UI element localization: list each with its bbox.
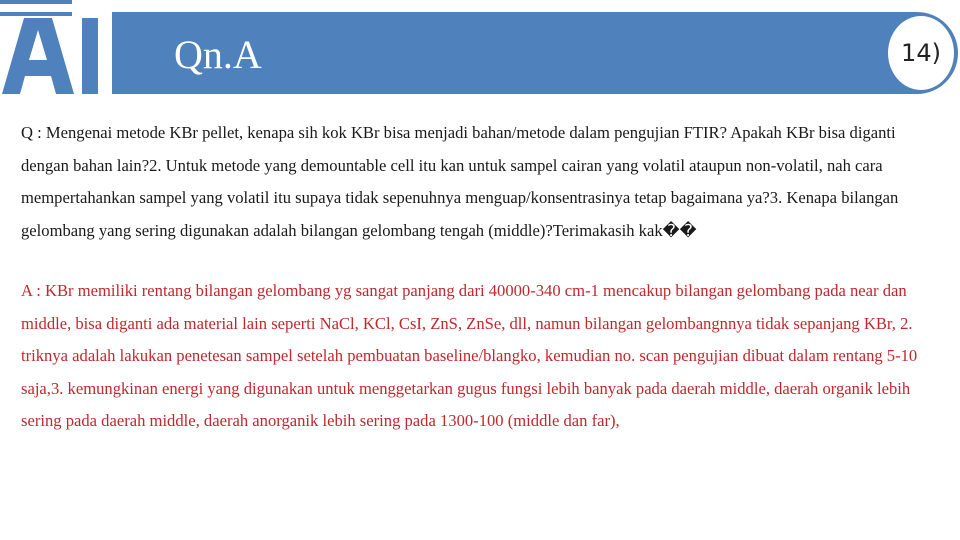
slide-header	[112, 12, 958, 94]
answer-text: A : KBr memiliki rentang bilangan gelombang yg sangat panjang dari 40000-340 cm-1 mencakup bilangan gelombang pada near dan middle, bisa diganti ada material lain seperti NaCl, KCl, CsI, ZnS, ZnSe, dll, namun bilangan gelombangnnya tidak sepanjang KBr, 2. triknya adalah lakukan penetesan sampel setelah pembuatan baseline/blangko, kemudian no. scan pengujian dibuat dalam rentang 5-10 saja,3. kemungkinan energi yang digunakan untuk menggetarkan gugus fungsi lebih banyak pada daerah middle, daerah organik lebih sering pada daerah middle, daerah anorganik lebih sering pada 1300-100 (middle dan far),	[21, 281, 918, 430]
question-text: Q : Mengenai metode KBr pellet, kenapa sih kok KBr bisa menjadi bahan/metode dalam pengujian FTIR? Apakah KBr bisa diganti dengan bahan lain?2. Untuk metode yang demountable cell itu kan untuk sampel cairan yang volatil ataupun non-volatil, nah cara mempertahankan sampel yang volatil itu supaya tidak sepenuhnya menguap/konsentrasinya tetap bagaimana ya?3. Kenapa bilangan gelombang yang sering digunakan adalah bilangan gelombang tengah (middle)?Terimakasih kak��	[21, 123, 899, 240]
page-number: 14)	[901, 39, 941, 67]
page-number-badge	[888, 16, 954, 90]
slide-title: Qn.A	[174, 32, 262, 77]
